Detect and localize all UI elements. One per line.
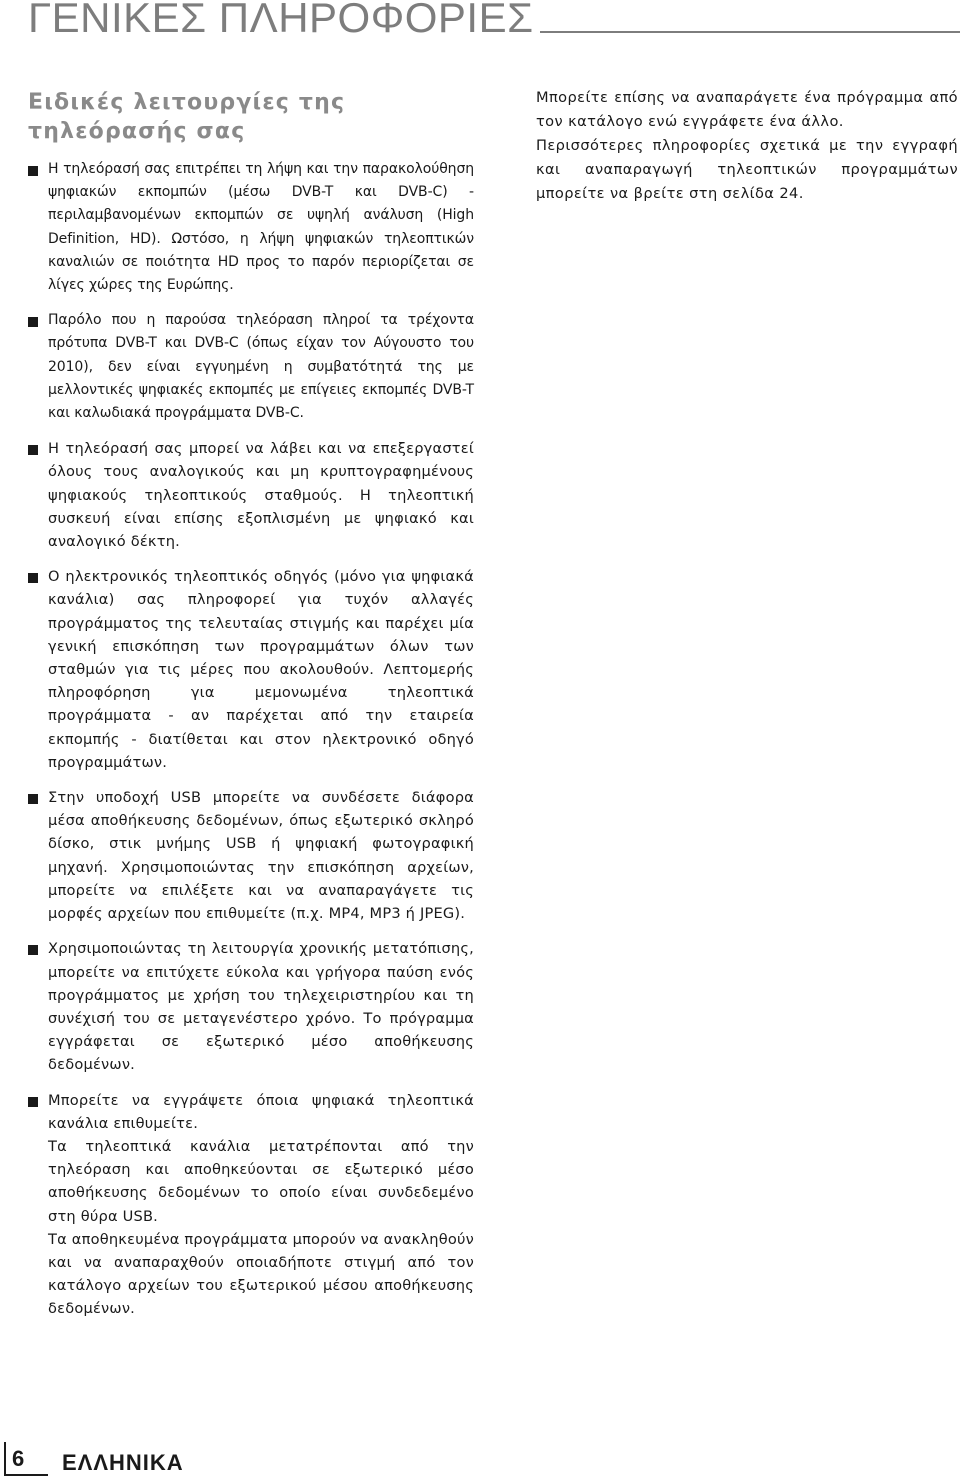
page-footer [0,1428,300,1476]
bullet-square-icon [28,945,38,955]
body-paragraph: Μπορείτε επίσης να αναπαράγετε ένα πρόγραμμα από τον κατάλογο ενώ εγγράφετε ένα άλλο. [536,89,958,130]
bullet-square-icon [28,317,38,327]
page-number: 6 [12,1446,25,1471]
bullet-square-icon [28,445,38,455]
list-item [28,158,474,297]
bullet-text: Μπορείτε να εγγράψετε όποια ψηφιακά τηλεοπτικά κανάλια επιθυμείτε. [48,1091,474,1132]
list-item [28,437,474,553]
page-header [28,0,960,41]
bullet-square-icon [28,573,38,583]
bullet-text: Τα αποθηκευμένα προγράμματα μπορούν να ανακληθούν και να αναπαραχθούν οποιαδήποτε στιγμή από τον κατάλογο αρχείων του εξωτερικού μέσου αποθήκευσης δεδομένων. [48,1230,474,1318]
list-item [28,786,474,925]
list-item [28,1089,474,1321]
feature-list [28,158,474,1321]
bullet-square-icon [28,1097,38,1107]
list-item [28,565,474,774]
bullet-square-icon [28,166,38,176]
bullet-text: Στην υποδοχή USB μπορείτε να συνδέσετε διάφορα μέσα αποθήκευσης δεδομένων, όπως εξωτερικό σκληρό δίσκο, στικ μνήμης USB ή ψηφιακή φωτογραφική μηχανή. Χρησιμοποιώντας την επισκόπηση αρχείων, μπορείτε να επιλέξετε και να αναπαραγάγετε τις μορφές αρχείων που επιθυμείτε (π.χ. MP4, MP3 ή JPEG). [48,789,474,923]
list-item [28,309,474,425]
bullet-text: Χρησιμοποιώντας τη λειτουργία χρονικής μετατόπισης, μπορείτε να επιτύχετε εύκολα και γρήγορα παύση ενός προγράμματος με χρήση του τηλεχειριστηρίου και τη συνέχισή του σε μεταγενέστερο χρόνο. Το πρόγραμμα εγγράφεται σε εξωτερικό μέσο αποθήκευσης δεδομένων. [48,940,474,1074]
bullet-text: Τα τηλεοπτικά κανάλια μετατρέπονται από την τηλεόραση και αποθηκεύονται σε εξωτερικό μέσο αποθήκευσης δεδομένων το οποίο είναι συνδεδεμένο στη θύρα USB. [48,1137,474,1225]
list-item [28,937,474,1076]
bullet-text: Η τηλεόρασή σας μπορεί να λάβει και να επεξεργαστεί όλους τους αναλογικούς και μη κρυπτογραφημένους ψηφιακούς τηλεοπτικούς σταθμούς. Η τηλεοπτική συσκευή είναι επίσης εξοπλισμένη με ψηφιακό και αναλογικό δέκτη. [48,440,474,551]
right-column [536,86,958,206]
language-label: ΕΛΛΗΝΙΚΑ [62,1450,184,1475]
left-column [28,88,474,1333]
page-title: ΓΕΝΙΚΕΣ ΠΛΗΡΟΦΟΡΙΕΣ [28,0,534,41]
bullet-square-icon [28,794,38,804]
body-paragraph: Περισσότερες πληροφορίες σχετικά με την εγγραφή και αναπαραγωγή τηλεοπτικών προγραμμάτων μπορείτε να βρείτε στη σελίδα 24. [536,137,958,202]
bullet-text: Ο ηλεκτρονικός τηλεοπτικός οδηγός (μόνο για ψηφιακά κανάλια) σας πληροφορεί για τυχόν αλλαγές προγράμματος της τελευταίας στιγμής και παρέχει μία γενική επισκόπηση των προγραμμάτων όλων των σταθμών για τις μέρες που ακολουθούν. Λεπτομερής πληροφόρηση για μεμονωμένα τηλεοπτικά προγράμματα - αν παρέχεται από την εταιρεία εκπομπής - διατίθεται και στον ηλεκτρονικό οδηγό προγραμμάτων. [48,568,474,771]
footer-vertical-rule [4,1442,6,1476]
bullet-text: Παρόλο που η παρούσα τηλεόραση πληροί τα τρέχοντα πρότυπα DVB-T και DVB-C (όπως είχαν τον Αύγουστο του 2010), δεν είναι εγγυημένη η συμβατότητά της με μελλοντικές ψηφιακές εκπομπές με επίγειες εκπομπές DVB-T και καλωδιακά προγράμματα DVB-C. [48,312,474,422]
section-title: Ειδικές λειτουργίες της τηλεόρασής σας [28,90,346,144]
bullet-text: Η τηλεόρασή σας επιτρέπει τη λήψη και την παρακολούθηση ψηφιακών εκπομπών (μέσω DVB-T και DVB-C) - περιλαμβανομένων εκπομπών σε υψηλή ανάλυση (High Definition, HD). Ωστόσο, η λήψη ψηφιακών τηλεοπτικών καναλιών σε ποιότητα HD προς το παρόν περιορίζεται σε λίγες χώρες της Ευρώπης. [48,161,474,294]
header-rule [540,31,960,33]
